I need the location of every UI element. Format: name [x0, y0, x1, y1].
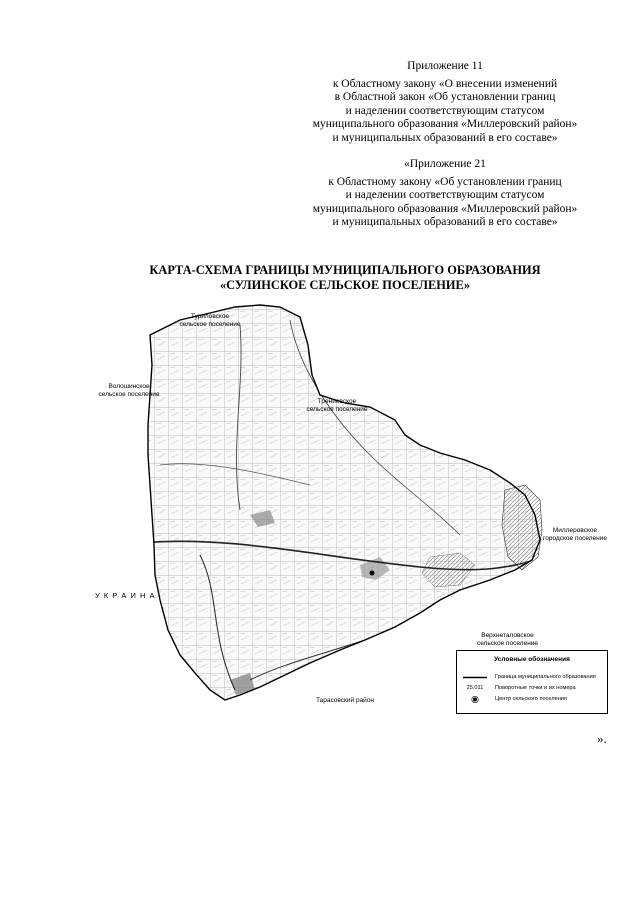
legend-item-boundary: [461, 673, 603, 682]
appendix-line: и муниципальных образований в его составе»: [332, 216, 558, 229]
legend-text: Центр сельского поселения: [495, 696, 567, 702]
map-title: [60, 263, 630, 293]
turning-point-code: 25.011: [466, 685, 484, 691]
legend-text: Граница муниципального образования: [495, 674, 596, 680]
label-treninskoe: Трениевское сельское поселение: [306, 398, 368, 413]
appendix-heading: «Приложение 21: [404, 158, 486, 170]
map-title-line: КАРТА-СХЕМА ГРАНИЦЫ МУНИЦИПАЛЬНОГО ОБРАЗОВАНИЯ: [149, 263, 541, 277]
legend-title: Условные обозначения: [494, 656, 570, 663]
boundary-line-icon: [461, 673, 489, 682]
appendix-line: к Областному закону «О внесении изменений: [332, 77, 558, 90]
appendix-current: [270, 60, 620, 146]
label-tarasovsky: Тарасовский район: [315, 697, 375, 704]
map-title-line: «СУЛИНСКОЕ СЕЛЬСКОЕ ПОСЕЛЕНИЕ»: [219, 278, 471, 292]
label-millerovskoe: Миллеровское городское поселение: [543, 527, 607, 542]
appendix-line: муниципального образования «Миллеровский район»: [312, 202, 578, 215]
appendix-line: муниципального образования «Миллеровский район»: [312, 118, 578, 131]
legend-text: Поворотные точки и их номера: [495, 685, 576, 691]
closing-mark: ».: [597, 731, 607, 746]
label-turilovskoe: Туриловское сельское поселение: [179, 313, 241, 328]
appendix-line: и наделении соответствующим статусом: [345, 104, 545, 117]
appendix-line: в Областной закон «Об установлении границ: [334, 91, 556, 104]
label-verhnetalovskoe: Верхнеталовское сельское поселение: [476, 632, 539, 647]
settlement-center-marker: [370, 571, 375, 576]
appendix-line: к Областному закону «Об установлении границ: [328, 175, 562, 188]
legend-item-center: [461, 695, 603, 704]
appendix-line: и муниципальных образований в его составе»: [332, 131, 558, 144]
center-marker-icon: [461, 695, 489, 704]
boundary-map: [95, 295, 610, 725]
label-ukraine: У К Р А И Н А: [95, 591, 156, 600]
appendix-original: [270, 158, 620, 230]
map-legend: [456, 650, 608, 714]
appendix-line: и наделении соответствующим статусом: [345, 189, 545, 202]
appendix-heading: Приложение 11: [407, 60, 483, 72]
label-volodinskoe: Волошинское сельское поселение: [98, 383, 160, 398]
legend-item-turning-point: [461, 684, 603, 693]
